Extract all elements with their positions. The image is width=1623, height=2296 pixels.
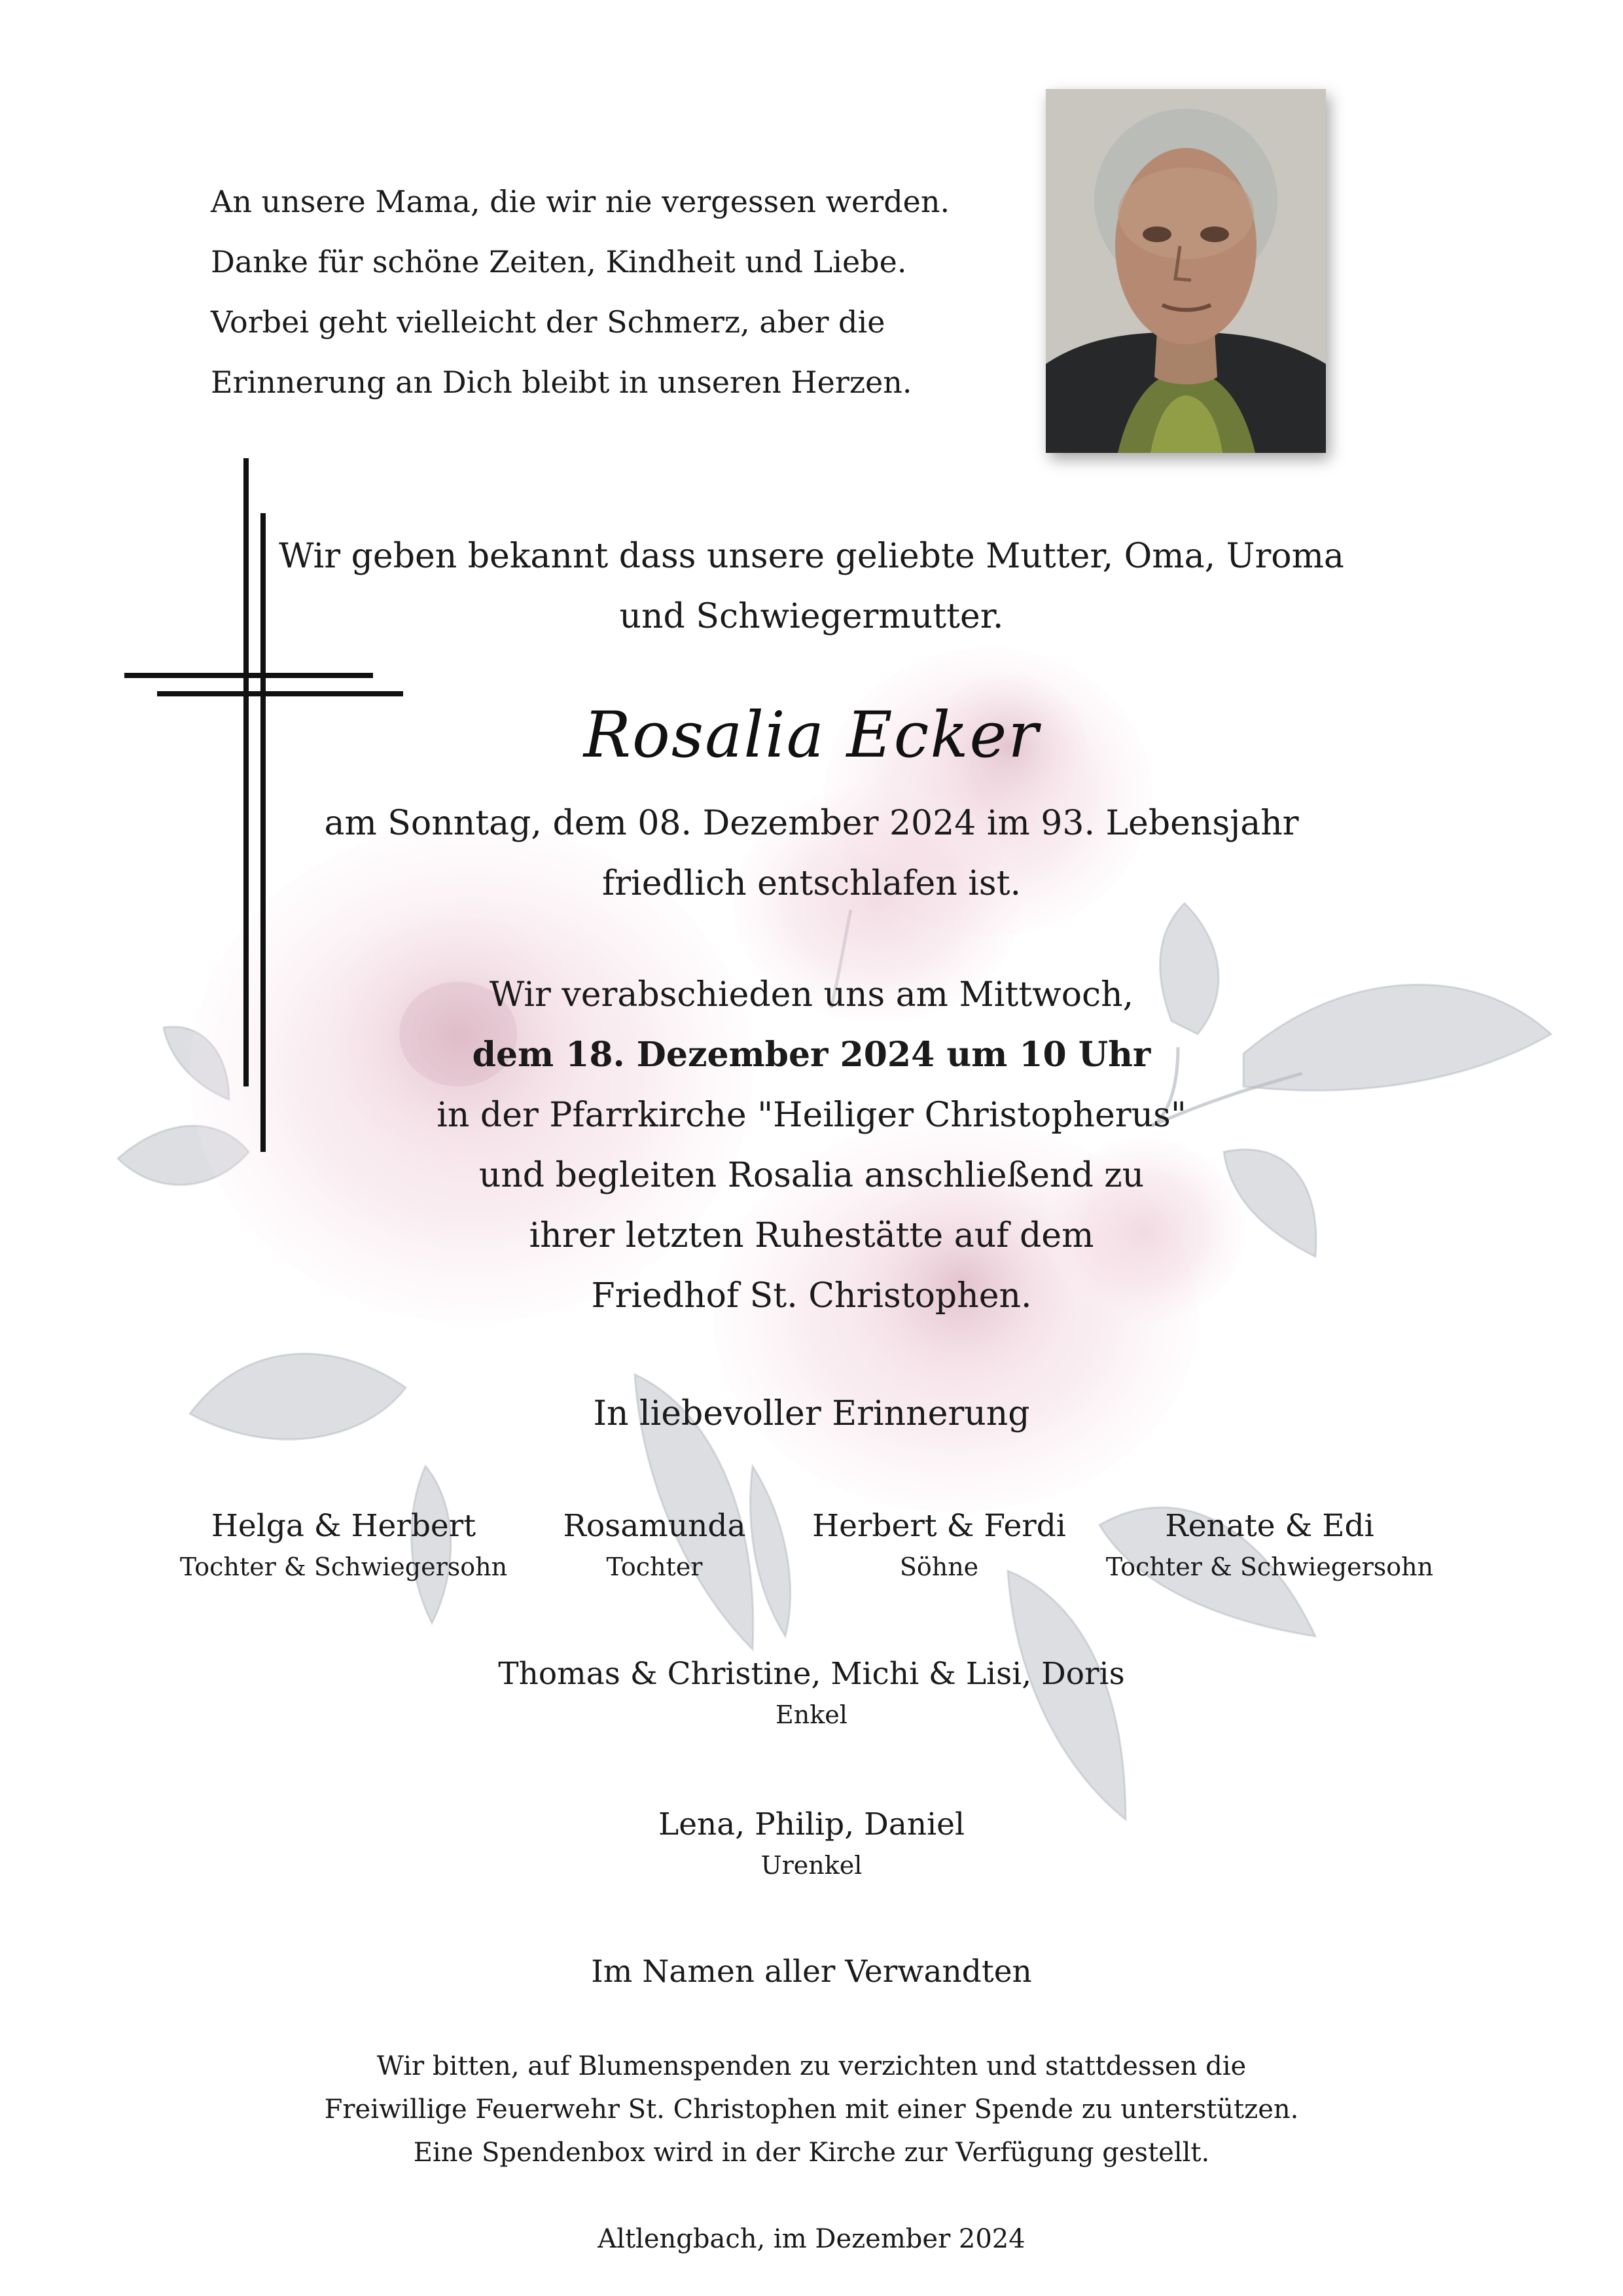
deceased-name: Rosalia Ecker [583,698,1040,772]
death-line: am Sonntag, dem 08. Dezember 2024 im 93. Lebensjahr [324,804,1299,843]
family-names: Helga & Herbert [211,1508,476,1544]
donation-line: Wir bitten, auf Blumenspenden zu verzichten und stattdessen die [376,2051,1247,2081]
place-date: Altlengbach, im Dezember 2024 [597,2224,1026,2254]
poem-line: Erinnerung an Dich bleibt in unseren Herzen. [211,365,912,400]
grandchildren-names: Thomas & Christine, Michi & Lisi, Doris [498,1656,1125,1692]
farewell-line: ihrer letzten Ruhestätte auf dem [529,1216,1094,1255]
family-relation: Söhne [899,1552,979,1581]
death-statement [0,793,1623,914]
announcement-line: Wir geben bekannt dass unsere geliebte Mutter, Oma, Uroma [279,537,1344,576]
grandchildren-relation: Enkel [776,1700,847,1729]
portrait-photo [1046,89,1326,453]
cross-horizontal-bar [124,673,373,678]
poem-line: Vorbei geht vielleicht der Schmerz, aber die [211,304,885,340]
family-names: Herbert & Ferdi [812,1508,1066,1544]
poem-line: An unsere Mama, die wir nie vergessen werden. [211,184,950,219]
family-relation: Tochter & Schwiegersohn [179,1552,508,1581]
donation-line: Eine Spendenbox wird in der Kirche zur Verfügung gestellt. [413,2138,1210,2168]
family-entry [756,1505,1122,1587]
relatives-line: Im Namen aller Verwandten [591,1954,1032,1990]
great-grandchildren-names: Lena, Philip, Daniel [658,1806,965,1842]
farewell-line: Friedhof St. Christophen. [591,1276,1032,1316]
great-grandchildren-entry [0,1804,1623,1885]
farewell-date: dem 18. Dezember 2024 um 10 Uhr [472,1035,1151,1075]
grandchildren-entry [0,1653,1623,1734]
farewell-line: in der Pfarrkirche "Heiliger Christopherus" [437,1096,1186,1135]
farewell-section [0,965,1623,1326]
portrait-image [1046,89,1326,453]
farewell-intro: Wir verabschieden uns am Mittwoch, [489,975,1134,1014]
death-line: friedlich entschlafen ist. [601,864,1022,903]
farewell-line: und begleiten Rosalia anschließend zu [478,1156,1145,1195]
family-entry [1086,1505,1453,1587]
announcement-line: und Schwiegermutter. [619,597,1004,636]
donation-line: Freiwillige Feuerwehr St. Christophen mit einer Spende zu unterstützen. [324,2094,1299,2125]
donation-note [0,2045,1623,2174]
family-names: Rosamunda [563,1508,746,1544]
announcement-intro [0,526,1623,647]
family-relation: Tochter & Schwiegersohn [1105,1552,1434,1581]
poem [211,171,1009,412]
great-grandchildren-relation: Urenkel [760,1851,863,1880]
family-relation: Tochter [606,1552,703,1581]
family-names: Renate & Edi [1165,1508,1374,1544]
memory-line: In liebevoller Erinnerung [593,1394,1030,1433]
poem-line: Danke für schöne Zeiten, Kindheit und Liebe. [211,244,907,279]
